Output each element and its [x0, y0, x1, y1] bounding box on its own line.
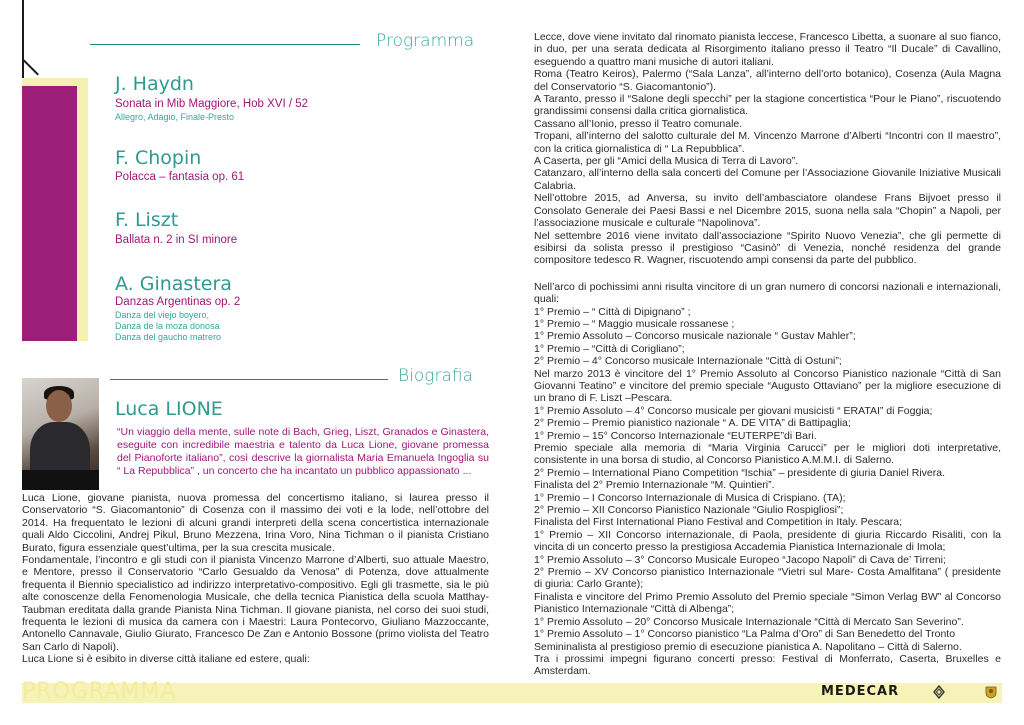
frame-vertical-line [22, 0, 24, 80]
work-liszt: Ballata n. 2 in SI minore [115, 234, 238, 246]
composer-chopin: F. Chopin [115, 147, 202, 169]
right-column [534, 31, 1001, 678]
work-chopin: Polacca – fantasia op. 61 [115, 171, 245, 183]
work-detail-ginastera-2: Danza de la moza donosa [115, 321, 220, 331]
composer-haydn: J. Haydn [115, 73, 194, 95]
biografia-rule [110, 379, 388, 380]
work-detail-ginastera-3: Danza del gaucho matrero [115, 332, 222, 342]
footer-programma-word: PROGRAMMA [22, 679, 177, 704]
awards-paragraph: Nell’arco di pochissimi anni risulta vincitore di un gran numero di concorsi nazionali e internazionali, quali: 1° Premio – “ Città di Dipignano” ; 1° Premio – “ Maggio musicale rossanese ; 1° Premio Assoluto – Concorso musicale nazionale “ Gustav Mahler”; 1° Premio – “Città di Corigliano”; 2° Premio – 4° Concorso musicale Internazionale “Città di Ostuni”; Nel marzo 2013 è vincitore del 1° Premio Assoluto al Concorso Pianistico nazionale “Città di San Giovanni Teatino” e vincitore del premio speciale “Augusto Ottaviano” per la migliore esecuzione di un brano di F. Liszt –Pescara. 1° Premio Assoluto – 4° Concorso musicale per giovani musicisti “ ERATAI” di Foggia; 2° Premio – Premio pianistico nazionale “ A. DE VITA” di Battipaglia; 1° Premio – 15° Concorso Internazionale “EUTERPE”di Bari. Premio speciale alla memoria di “Maria Virginia Carucci” per le migliori doti interpretative, consistente in una borsa di studio, al Concorso Pianistico A.M.M.I. di Salerno. 2° Premio – International Piano Competition “Ischia” – presidente di giuria Daniel Rivera. Finalista del 2° Premio Internazionale “M. Quintieri”. 1° Premio – I Concorso Internazionale di Musica di Crispiano. (TA); 2° Premio – XII Concorso Pianistico Nazionale “Giulio Rospigliosi”; Finalista del First International Piano Festival and Competition in Italy. Pescara; 1° Premio – XII Concorso internazionale, di Paola, presidente di giuria Riccardo Risaliti, con la vincita di un concerto presso la prestigiosa Accademia Pianistica Internazionale di Imola; 1° Premio Assoluto – 3° Concorso Musicale Europeo “Jacopo Napoli” di Cava de’ Tirreni; 2° Premio – XV Concorso pianistico Internazionale “Vietri sul Mare- Costa Amalfitana” ( presidente di giuria: Carlo Grante); Finalista e vincitore del Primo Premio Assoluto del Premio speciale “Simon Verlag BW” al Concorso Pianistico Internazionale “Città di Albenga”; 1° Premio Assoluto – 20° Concorso Musicale Internazionale “Città di Mercato San Severino”. 1° Premio Assoluto – 1° Concorso pianistico “La Palma d’Oro” di San Benedetto del Tronto Semininalista al prestigioso premio di esecuzione pianistica A. Napolitano – Città di Salerno. Tra i prossimi impegni figurano concerti presso: Festival di Monferrato, Caserta, Bruxelles e Amsterdam. [534, 280, 1001, 678]
pianist-photo [22, 378, 99, 490]
composer-ginastera: A. Ginastera [115, 273, 232, 295]
work-detail-ginastera-1: Danza del viejo boyero, [115, 310, 210, 320]
renault-icon [932, 685, 946, 699]
work-ginastera: Danzas Argentinas op. 2 [115, 296, 241, 308]
biografia-heading: Biografia [398, 366, 473, 386]
performances-paragraph: Lecce, dove viene invitato dal rinomato pianista leccese, Francesco Libetta, a suonare al suo fianco, in duo, per una serata dedicata al Risorgimento italiano presso il Teatro “Il Ducale” di Cavallino, eseguendo a quattro mani musiche di autori italiani. Roma (Teatro Keiros), Palermo (“Sala Lanza”, all’interno dell’orto botanico), Cosenza (Aula Magna del Conservatorio “S. Giacomantonio”). A Taranto, presso il “Salone degli specchi” per la stagione concertistica “Pour le Piano”, riscuotendo grandissimi consensi dalla critica giornalistica. Cassano all’Ionio, presso il Teatro comunale. Tropani, all’interno del salotto culturale del M. Vincenzo Marrone d’Alberti “Incontri con Il maestro”, con la critica giornalistica di “ La Repubblica”. A Caserta, per gli “Amici della Musica di Terra di Lavoro”. Catanzaro, all’interno della sala concerti del Comune per l’Associazione Giovanile Iniziative Musicali Calabria. Nell’ottobre 2015, ad Anversa, su invito dell’ambasciatore olandese Frans Bijvoet presso il Consolato Generale dei Paesi Bassi e nel Dicembre 2015, suona nella sala “Chopin” a Napoli, per l’associazione musicale e culturale “Napolinova”. Nel settembre 2016 viene invitato dall’associazione “Spirito Nuovo Venezia”, che gli permette di esibirsi da solista presso il prestigioso “Casinò” di Venezia, nonché residenza del grande compositore tedesco R. Wagner, riscuotendo ampi consensi da parte del pubblico. [534, 31, 1001, 267]
pianist-name: Luca LIONE [115, 398, 223, 420]
decorative-purple-band [22, 86, 77, 341]
decorative-cream-band [77, 86, 88, 341]
biography-text: Luca Lione, giovane pianista, nuova promessa del concertismo italiano, si laurea presso il Conservatorio “S. Giacomantonio” di Cosenza con il massimo dei voti e la lode, nell’ottobre del 2014. Ha frequentato le lezioni di alcuni grandi interpreti della scena concertistica internazionale quali Aldo Ciccolini, Andrej Pikul, Bruno Mezzena, Irina Voro, Nina Tichman o il pianista Cristiano Burato, figura essenziale quest’ultima, per la sua crescita musicale. Fondamentale, l’incontro e gli studi con il pianista Vincenzo Marrone d’Alberti, suo attuale Maestro, e Mentore, presso il Conservatorio “Carlo Gesualdo da Venosa” di Potenza, dove attualmente frequenta il Biennio specialistico ad indirizzo interpretativo-compositivo. Egli gli trasmette, sia le più alte conoscenze della Fenomenologia Musicale, che della tecnica Pianistica della scuola Matthay-Taubman ereditata dalla grande Pianista Nina Tichman. Il giovane pianista, nel corso dei suoi studi, frequenta le lezioni di musica da camera con i Maestri: Laura Pontecorvo, Giuliano Mazzoccante, Antonello Cannavale, Giulio Giurato, Francesco De Zan e Antonio Bossone (primo violista del Teatro San Carlo di Napoli). Luca Lione si è esibito in diverse città italiane ed estere, quali: [22, 492, 489, 666]
crest-icon [984, 685, 998, 699]
programma-rule [90, 44, 360, 45]
programma-heading: Programma [376, 31, 475, 51]
work-detail-haydn: Allegro, Adagio, Finale-Presto [115, 112, 235, 122]
frame-diagonal-line [22, 59, 39, 76]
press-quote: “Un viaggio della mente, sulle note di Bach, Grieg, Liszt, Granados e Ginastera, eseguite con incredibile maestria e talento da Luca Lione, giovane promessa del Pianoforte italiano”, così descrive la giornalista Maria Emanuela Ingoglia su “ La Repubblica” , un concerto che ha incantato un pubblico appassionato ... [117, 426, 489, 477]
work-haydn: Sonata in Mib Maggiore, Hob XVI / 52 [115, 98, 309, 110]
sponsor-logo-medecar: MEDECAR [821, 684, 900, 699]
composer-liszt: F. Liszt [115, 209, 179, 231]
decorative-cream-strip-top [22, 78, 88, 86]
